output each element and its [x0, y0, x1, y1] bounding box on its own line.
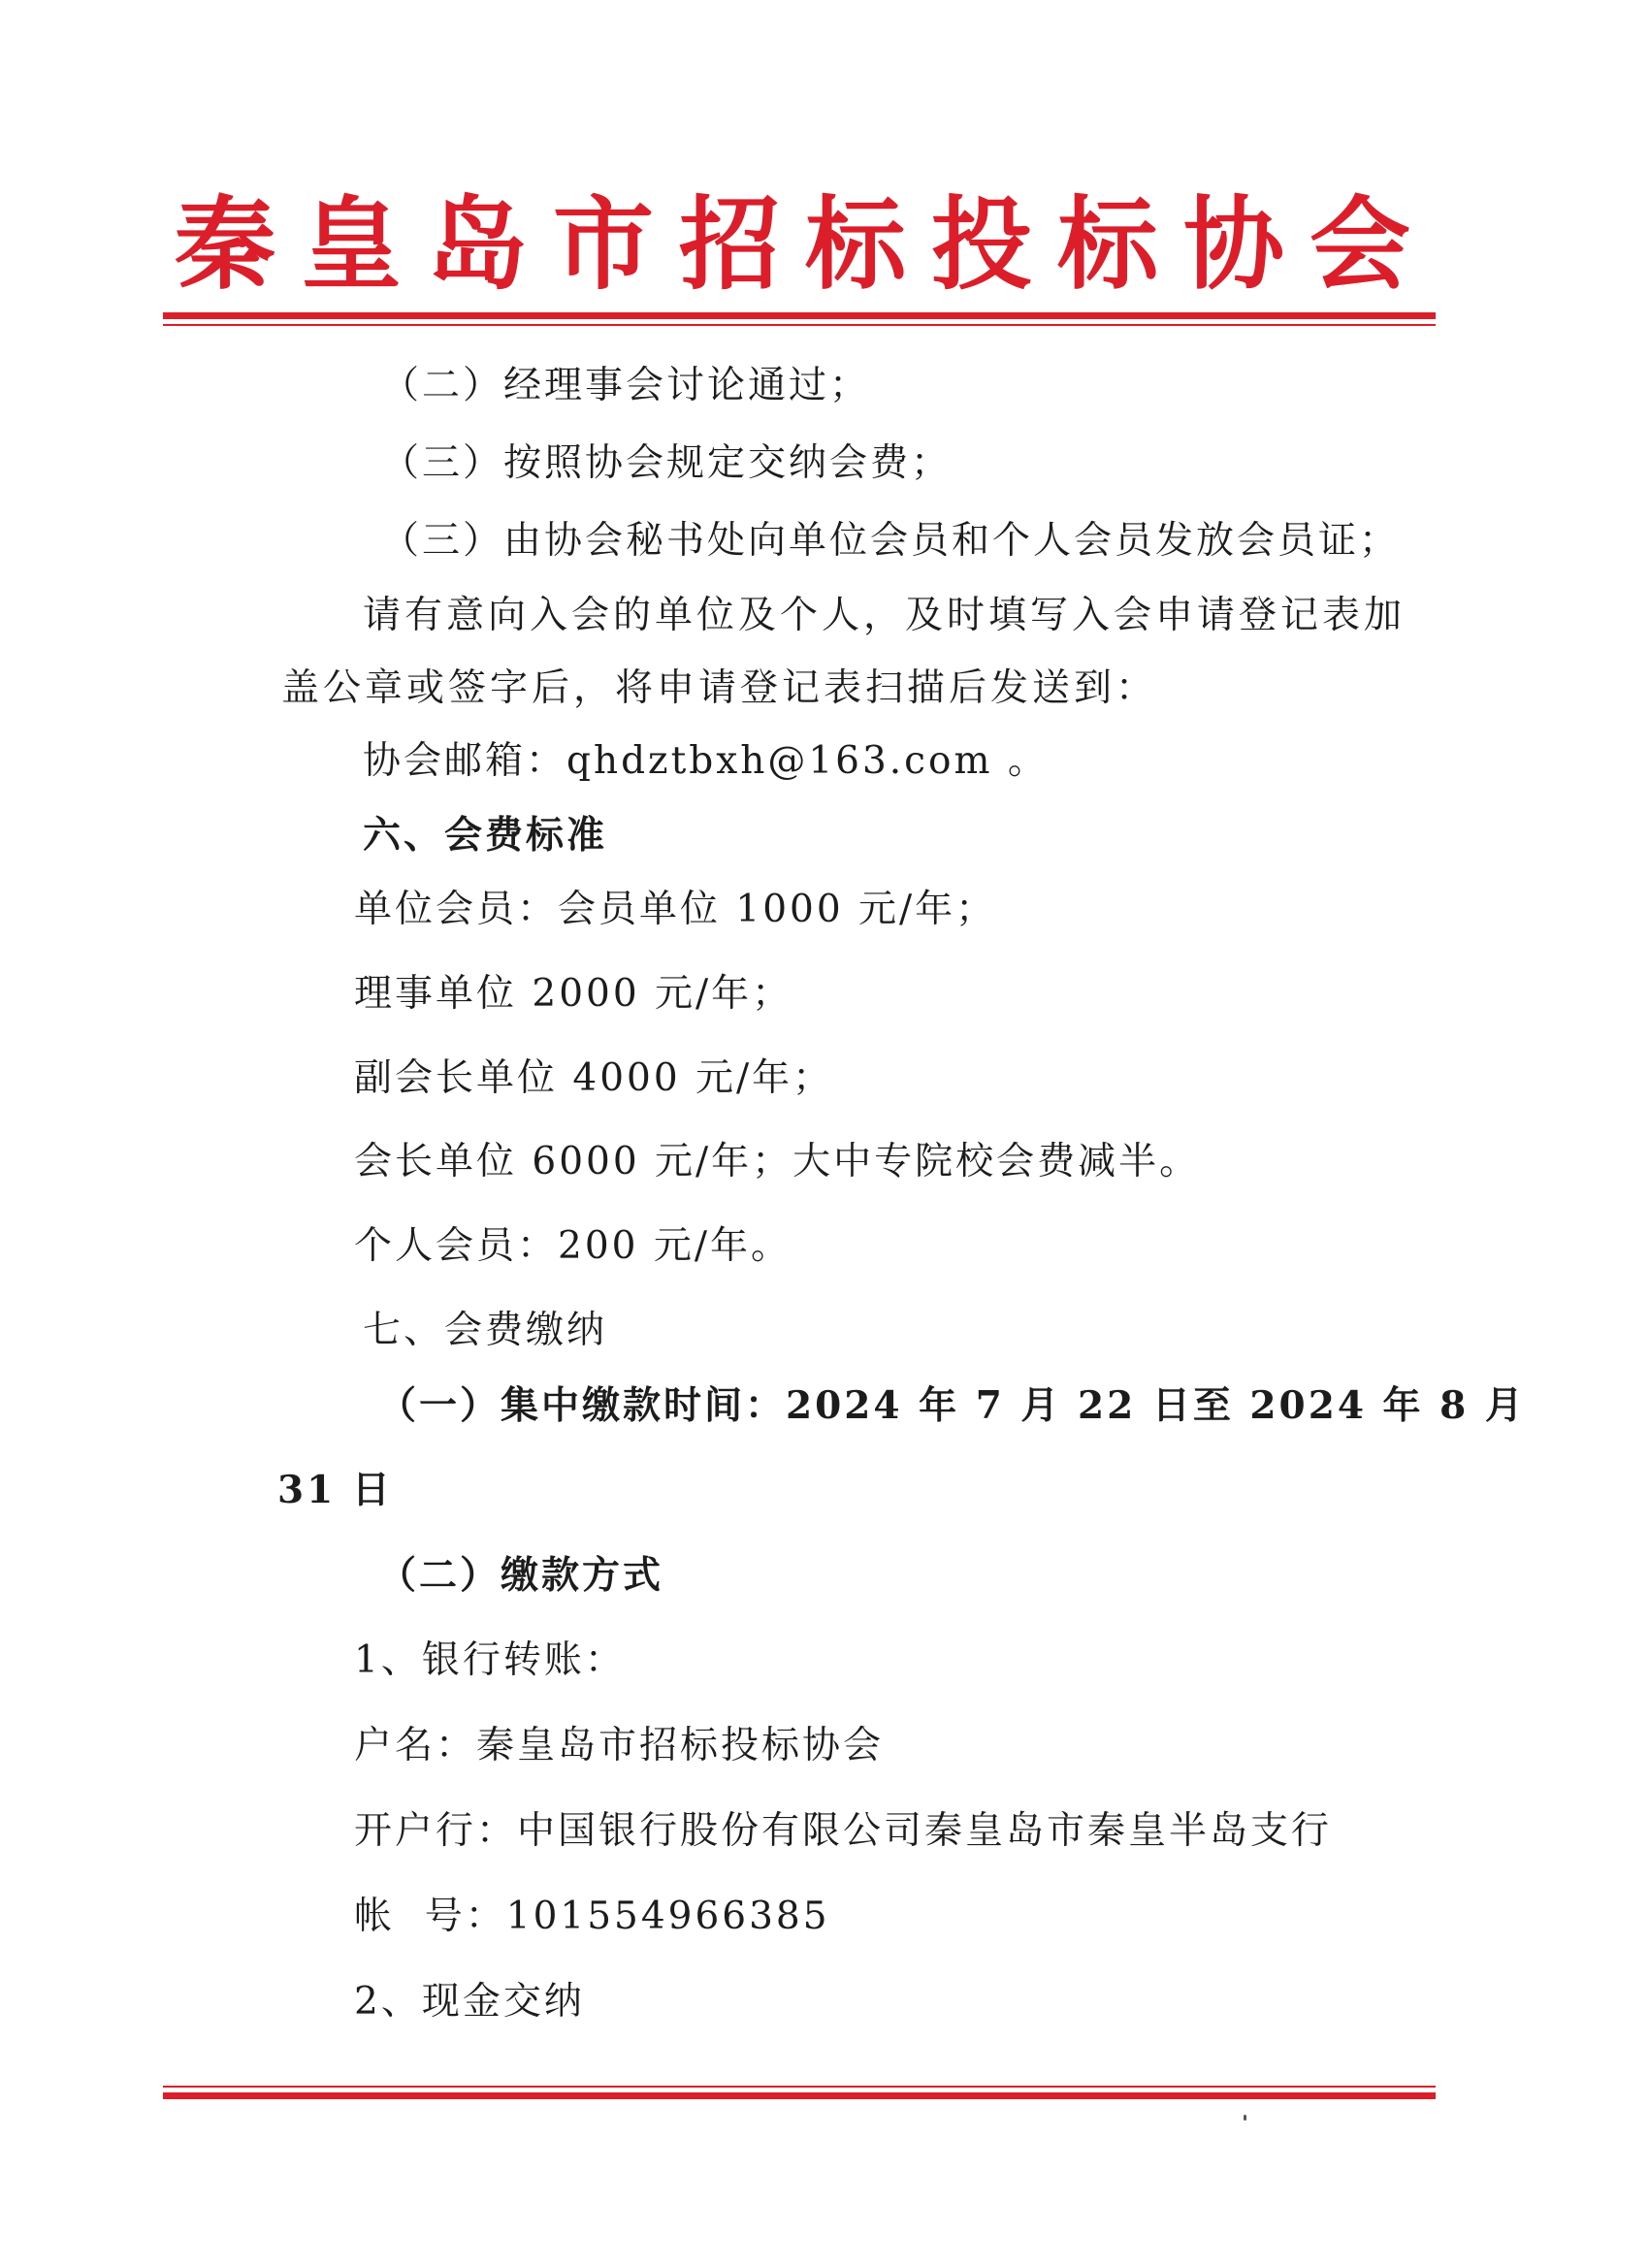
letterhead-rule-thick [163, 312, 1436, 319]
footer-rule-thin [163, 2086, 1436, 2088]
cash-payment-heading: 2、现金交纳 [354, 1980, 585, 2024]
section-heading-fee-payment: 七、会费缴纳 [363, 1309, 608, 1352]
paragraph-apply-line2: 盖公章或签字后，将申请登记表扫描后发送到： [281, 666, 1158, 710]
paragraph-apply-line1: 请有意向入会的单位及个人，及时填写入会申请登记表加 [363, 594, 1406, 637]
association-email: 协会邮箱：qhdztbxh@163.com 。 [363, 739, 1049, 783]
fee-vice-president-unit: 副会长单位 4000 元/年； [354, 1056, 834, 1100]
clause-certificate: （三）由协会秘书处向单位会员和个人会员发放会员证； [381, 519, 1401, 563]
fee-council-unit: 理事单位 2000 元/年； [354, 972, 793, 1016]
payment-period-line2: 31 日 [277, 1468, 393, 1512]
clause-approval: （二）经理事会讨论通过； [381, 364, 871, 407]
letterhead-rule-thin [163, 324, 1436, 326]
payment-method-heading: （二）缴款方式 [378, 1553, 664, 1598]
clause-pay-fee: （三）按照协会规定交纳会费； [381, 441, 953, 485]
scan-speck [1244, 2115, 1246, 2121]
letterhead-title: 秦皇岛市招标投标协会 [174, 184, 1436, 304]
fee-president-unit: 会长单位 6000 元/年；大中专院校会费减半。 [354, 1140, 1201, 1183]
account-name: 户名：秦皇岛市招标投标协会 [354, 1724, 885, 1767]
fee-individual-member: 个人会员：200 元/年。 [354, 1224, 792, 1268]
footer-rule-thick [163, 2092, 1436, 2099]
bank-transfer-heading: 1、银行转账： [354, 1638, 626, 1682]
opening-bank: 开户行：中国银行股份有限公司秦皇岛市秦皇半岛支行 [354, 1809, 1333, 1853]
payment-period-line1: （一）集中缴款时间：2024 年 7 月 22 日至 2024 年 8 月 [378, 1383, 1526, 1428]
fee-unit-member: 单位会员：会员单位 1000 元/年； [354, 888, 997, 931]
section-heading-fee-standard: 六、会费标准 [363, 813, 608, 858]
account-number: 帐 号：101554966385 [354, 1895, 830, 1938]
